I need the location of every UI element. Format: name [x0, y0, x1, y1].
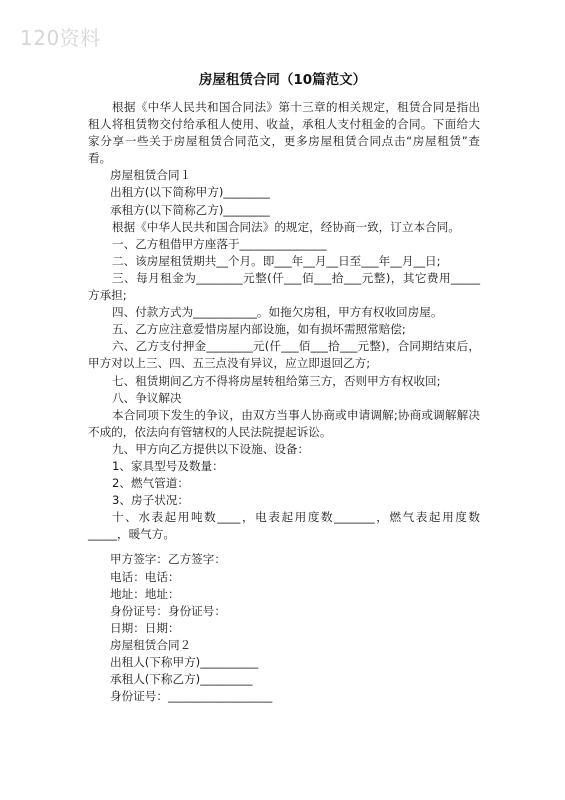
paragraph: 三、每月租金为________元整(仟___佰___拾___元整)，其它费用_____方承担;: [88, 270, 480, 303]
paragraph: 1、家具型号及数量：: [112, 458, 224, 473]
paragraph: 房屋租赁合同２: [110, 637, 192, 652]
paragraph: 承租人(下称乙方)_________: [110, 672, 253, 687]
paragraph: 出租人(下称甲方)__________: [110, 655, 259, 669]
document-body: [88, 99, 480, 705]
document-title: 房屋租赁合同（10篇范文）: [198, 72, 367, 88]
paragraph: 身份证号：__________________: [110, 689, 273, 704]
paragraph: 七、租赁期间乙方不得将房屋转租给第三方，否则甲方有权收回;: [112, 373, 441, 388]
paragraph: 地址：地址：: [110, 586, 180, 601]
spacer: [88, 543, 480, 551]
paragraph: 日期：日期：: [110, 620, 180, 635]
paragraph: 一、乙方租借甲方座落于_______________: [112, 236, 327, 251]
paragraph: 本合同项下发生的争议，由双方当事人协商或申请调解;协商或调解解决不成的，依法向有管辖权的人民法院提起诉讼。: [88, 407, 480, 439]
watermark-logo: 120资料: [20, 26, 101, 50]
paragraph: 房屋租赁合同１: [110, 168, 192, 183]
paragraph: 根据《中华人民共和国合同法》的规定，经协商一致，订立本合同。: [112, 219, 460, 234]
paragraph: 承租方(以下简称乙方)________: [110, 202, 270, 217]
paragraph: 3、房子状况：: [112, 493, 189, 508]
paragraph: 2、燃气管道：: [112, 476, 189, 491]
paragraph: 四、付款方式为___________。如拖欠房租，甲方有权收回房屋。: [112, 305, 443, 320]
paragraph: 六、乙方支付押金________元(仟___佰___拾___元整)，合同期结束后，甲方对以上三、四、五三点没有异议，应立即退回乙方;: [88, 339, 480, 371]
paragraph: 出租方(以下简称甲方)________: [110, 185, 270, 200]
paragraph: 十、水表起用吨数____，电表起用度数_______，燃气表起用度数_____，暖气方。: [88, 510, 480, 542]
paragraph: 甲方签字：乙方签字：: [110, 552, 226, 567]
paragraph: 二、该房屋租赁期共__个月。即___年__月__日至___年__月__日;: [112, 253, 441, 268]
paragraph: 根据《中华人民共和国合同法》第十三章的相关规定，租赁合同是指出租人将租赁物交付给承租人使用、收益，承租人支付租金的合同。下面给大家分享一些关于房屋租赁合同范文，更多房屋租赁合同点击“房屋租赁”查看。: [88, 100, 480, 166]
paragraph: 电话：电话：: [110, 569, 180, 584]
paragraph: 五、乙方应注意爱惜房屋内部设施，如有损坏需照常赔偿;: [112, 322, 406, 337]
paragraph: 八、争议解决: [112, 390, 182, 405]
paragraph: 九、甲方向乙方提供以下设施、设备：: [112, 441, 310, 456]
paragraph: 身份证号：身份证号：: [110, 603, 226, 618]
